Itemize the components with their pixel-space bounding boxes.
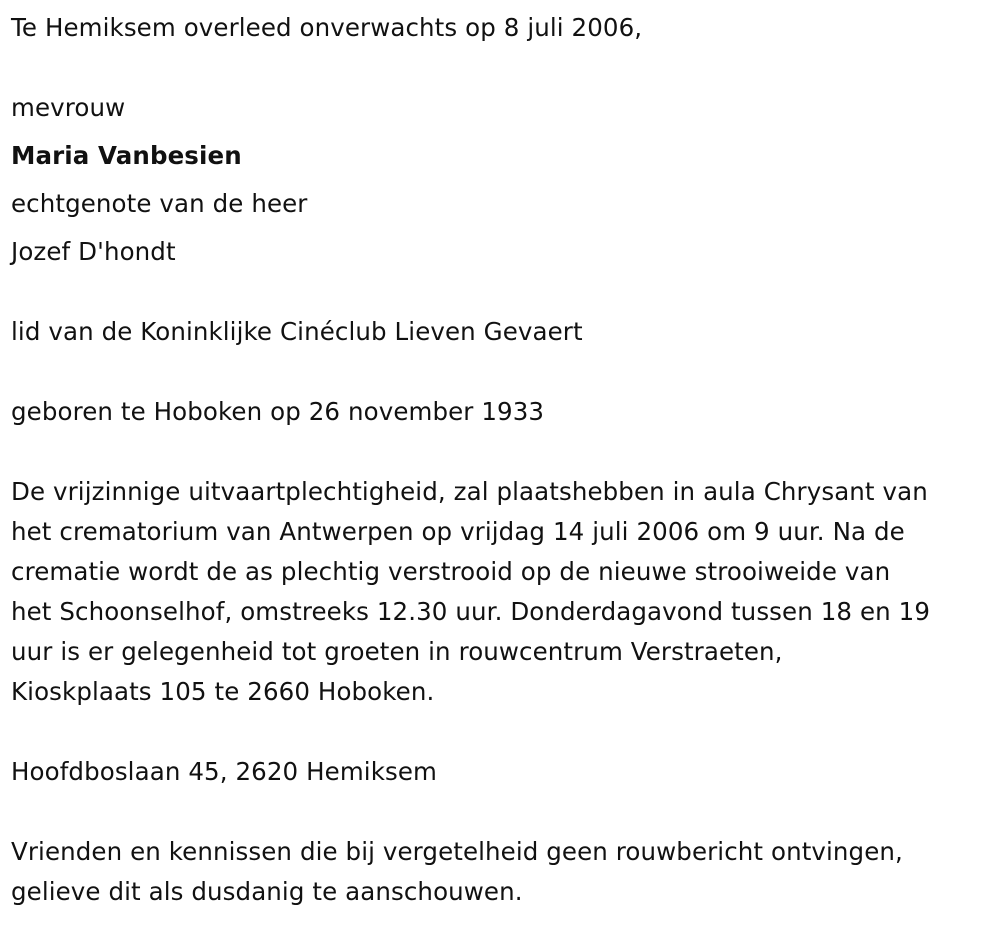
spacer <box>11 128 1000 136</box>
closing-paragraph <box>11 832 1000 912</box>
intro-text: Te Hemiksem overleed onverwachts op 8 juli 2006, <box>11 13 643 42</box>
ceremony-line: het Schoonselhof, omstreeks 12.30 uur. Donderdagavond tussen 18 en 19 <box>11 597 931 626</box>
ceremony-line: het crematorium van Antwerpen op vrijdag 14 juli 2006 om 9 uur. Na de <box>11 517 905 546</box>
deceased-name: Maria Vanbesien <box>11 141 242 170</box>
spacer <box>11 712 1000 752</box>
spacer <box>11 792 1000 832</box>
closing-line: Vrienden en kennissen die bij vergetelheid geen rouwbericht ontvingen, <box>11 837 903 866</box>
closing-line: gelieve dit als dusdanig te aanschouwen. <box>11 877 523 906</box>
ceremony-line: Kioskplaats 105 te 2660 Hoboken. <box>11 677 435 706</box>
spacer <box>11 272 1000 312</box>
spacer <box>11 48 1000 88</box>
spacer <box>11 432 1000 472</box>
ceremony-line: De vrijzinnige uitvaartplechtigheid, zal plaatshebben in aula Chrysant van <box>11 477 928 506</box>
ceremony-line: crematie wordt de as plechtig verstrooid op de nieuwe strooiweide van <box>11 557 891 586</box>
spouse-name: Jozef D'hondt <box>11 237 176 266</box>
honorific: mevrouw <box>11 93 126 122</box>
spacer <box>11 352 1000 392</box>
ceremony-line: uur is er gelegenheid tot groeten in rouwcentrum Verstraeten, <box>11 637 783 666</box>
address-text: Hoofdboslaan 45, 2620 Hemiksem <box>11 757 437 786</box>
relation-text: echtgenote van de heer <box>11 189 308 218</box>
spacer <box>11 176 1000 184</box>
ceremony-paragraph <box>11 472 1000 712</box>
birth-text: geboren te Hoboken op 26 november 1933 <box>11 397 545 426</box>
spacer <box>11 224 1000 232</box>
membership-text: lid van de Koninklijke Cinéclub Lieven Gevaert <box>11 317 583 346</box>
